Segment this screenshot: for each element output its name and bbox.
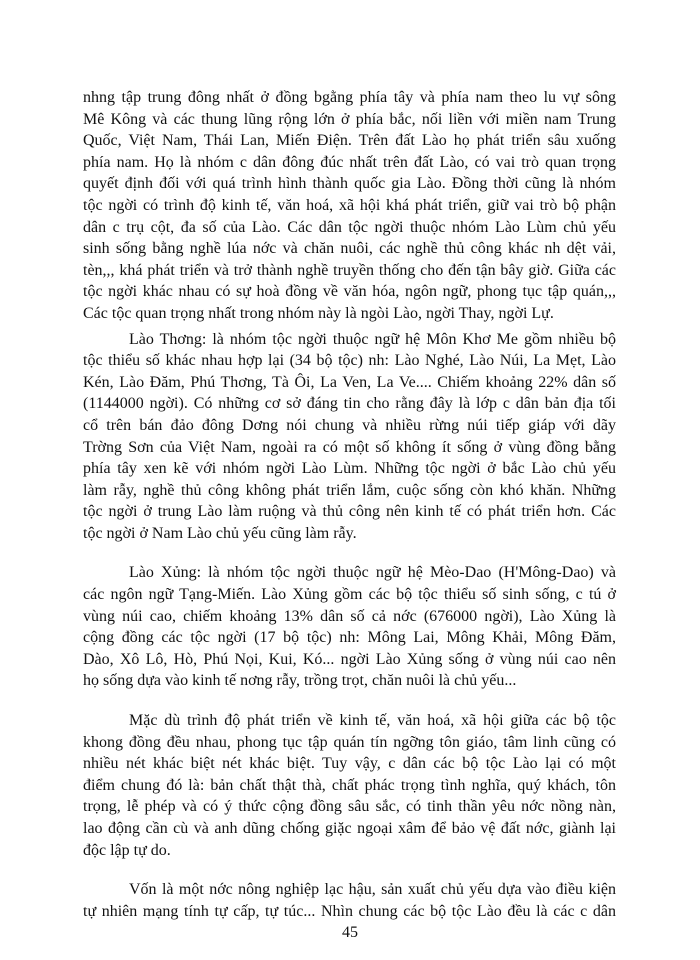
text-line: dân c trụ cột, đa số của Lào. Các dân tộc ngời thuộc nhóm Lào Lùm chủ yếu [83,218,616,236]
text-line: tộc ngời ở trung Lào làm ruộng và thủ công nên kinh tế có phát triển hơn. Các [83,503,616,521]
text-line: phía tây xen kẽ với nhóm ngời Lào Lùm. Những tộc ngời ở bắc Lào chủ yếu [83,460,616,478]
text-line: các ngôn ngữ Tạng-Miến. Lào Xủng gồm các bộ tộc thiểu số sinh sống, c tú ở [83,586,616,604]
text-line: Dào, Xô Lô, Hò, Phú Nọi, Kui, Kó... ngời Lào Xủng sống ở vùng núi cao nên [83,650,616,668]
text-line: tự nhiên mạng tính tự cấp, tự túc... Nhìn chung các bộ tộc Lào đều là các c dân [83,902,616,920]
text-line: Mặc dù trình độ phát triển về kinh tế, văn hoá, xã hội giữa các bộ tộc [129,712,616,730]
text-line: Kén, Lào Đăm, Phú Thơng, Tà Ôi, La Ven, La Ve.... Chiếm khoảng 22% dân số [83,373,616,391]
paragraph-common-traits [83,710,616,861]
text-line: tèn,,, khá phát triển và trở thành nghề truyền thống cho đến tận bây giờ. Giữa các [83,261,616,279]
text-line: độc lập tự do. [83,841,171,859]
text-line: Trờng Sơn của Việt Nam, ngoài ra có một số không ít sống ở vùng đồng bằng [83,438,616,456]
text-line: Các tộc quan trọng nhất trong nhóm này là ngòi Lào, ngời Thay, ngời Lự. [83,304,554,322]
text-line: nhng tập trung đông nhất ở đồng bgằng phía tây và phía nam theo lu vự sông [83,89,616,106]
text-line: (1144000 ngời). Có những cơ sở đáng tin cho rằng đây là lớp c dân bản địa tối [83,395,616,413]
text-line: quyết định đối với quá trình hình thành quốc gia Lào. Đồng thời cũng là nhóm [83,175,616,193]
text-line: vùng núi cao, chiếm khoảng 13% dân số cả nớc (676000 ngời), Lào Xủng là [83,607,616,625]
text-line: cộng đồng các tộc ngời (17 bộ tộc) nh: Mông Lai, Mông Khải, Mông Đăm, [83,629,616,647]
text-line: Lào Xủng: là nhóm tộc ngời thuộc ngữ hệ Mèo-Dao (H'Mông-Dao) và [129,564,616,582]
text-line: tộc ngời ở Nam Lào chủ yếu cũng làm rẫy. [83,524,357,542]
document-page [83,87,616,922]
page-number: 45 [342,924,358,941]
paragraph-lao-thong [83,329,616,545]
paragraph-lao-xung [83,562,616,692]
text-line: trọng, lễ phép và có ý thức cộng đồng sâu sắc, có tinh thần yêu nớc nồng nàn, [83,798,616,816]
text-line: nhiều nét khác biệt nét khác biệt. Tuy vậy, c dân các bộ tộc Lào lại có một [83,755,616,773]
paragraph-lao-lum [83,87,616,325]
text-line: Mê Kông và các thung lũng rộng lớn ở phía bắc, nối liền với miền nam Trung [83,110,616,128]
text-line: Vốn là một nớc nông nghiệp lạc hậu, sản xuất chủ yếu dựa vào điều kiện [129,881,616,899]
text-line: phía nam. Họ là nhóm c dân đông đúc nhất trên đất Lào, có vai trò quan trọng [83,153,616,171]
text-line: tộc ngời khác nhau có sự hoà đồng về văn hóa, ngôn ngữ, phong tục tập quán,,, [83,283,616,301]
text-line: làm rẫy, nghề thủ công không phát triển lắm, cuộc sống còn khó khăn. Những [83,481,616,499]
text-line: tộc thiểu số khác nhau hợp lại (34 bộ tộc) nh: Lào Nghé, Lào Núi, La Mẹt, Lào [83,352,616,370]
text-line: lao động cần cù và anh dũng chống giặc ngoại xâm để bảo vệ đất nớc, giành lại [83,820,616,837]
text-line: điểm chung đó là: bản chất thật thà, chất phác trọng tình nghĩa, quý khách, tôn [83,776,616,794]
text-line: khong đồng đều nhau, phong tục tập quán tín ngỡng tôn giáo, tâm linh cũng có [83,733,616,751]
text-line: tộc ngời có trình độ kinh tế, văn hoá, xã hội khá phát triển, giữ vai trò bộ phận [83,196,616,214]
paragraph-agriculture [83,879,616,922]
text-line: họ sống dựa vào kinh tế nơng rẫy, trồng trọt, chăn nuôi là chủ yếu... [83,672,517,690]
text-line: sinh sống bằng nghề lúa nớc và chăn nuôi, các nghề thủ công khác nh dệt vải, [83,240,616,258]
text-line: Quốc, Việt Nam, Thái Lan, Miến Điện. Trên đất Lào họ phát triển sâu xuống [83,132,616,150]
text-line: cổ trên bán đảo đông Dơng nói chung và nhiều rừng núi tiếp giáp với dãy [83,416,616,434]
text-line: Lào Thơng: là nhóm tộc ngời thuộc ngữ hệ Môn Khơ Me gồm nhiều bộ [129,330,616,348]
